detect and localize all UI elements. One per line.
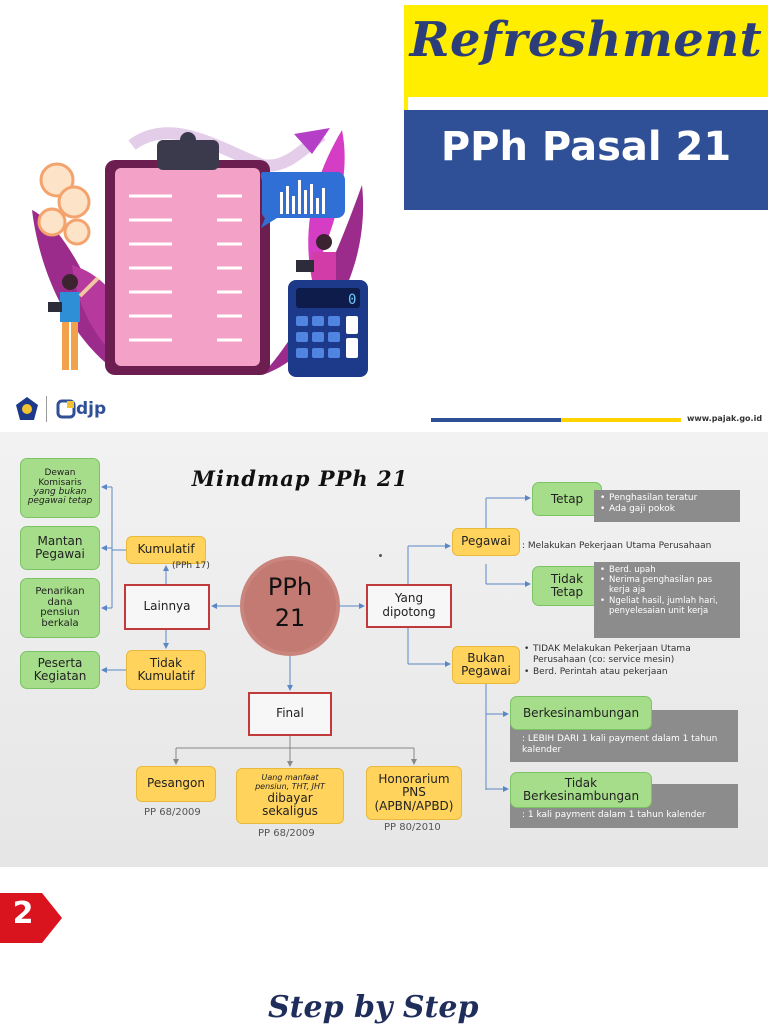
node-yang-dipotong: Yang dipotong <box>366 584 452 628</box>
footer-line-accent <box>561 418 681 422</box>
footer-line <box>431 418 561 422</box>
tidak-tetap-item: • Berd. upah <box>600 565 734 575</box>
node-dewan-line2: Komisaris <box>38 477 82 488</box>
mindmap-heading: Mindmap PPh 21 <box>191 466 409 491</box>
svg-text:0: 0 <box>348 292 357 308</box>
kemenkeu-logo-icon <box>14 396 40 422</box>
tetap-item: • Ada gaji pokok <box>600 504 734 515</box>
footer-url: www.pajak.go.id <box>687 414 763 423</box>
tidak-tetap-item: • Nerima penghasilan pas kerja aja <box>600 575 734 595</box>
node-penarikan-dana: Penarikan dana pensiun berkala <box>20 578 100 638</box>
berkesinambungan-details: : LEBIH DARI 1 kali payment dalam 1 tahun kalender <box>510 710 738 762</box>
node-dewan-line3: yang bukan <box>33 487 87 497</box>
slide-title-refreshment: Refreshment <box>409 12 763 68</box>
node-mantan-pegawai: Mantan Pegawai <box>20 526 100 570</box>
note-pegawai: : Melakukan Pekerjaan Utama Perusahaan <box>522 541 712 551</box>
slide-subtitle: PPh Pasal 21 <box>440 124 732 170</box>
logo-divider <box>46 396 47 422</box>
djp-logo-text: djp <box>76 399 107 419</box>
node-berkesinambungan: Berkesinambungan <box>510 696 652 730</box>
uang-manfaat-desc: Uang manfaat pensiun, THT, JHT <box>255 773 325 791</box>
tidak-tetap-item: • Ngeliat hasil, jumlah hari, penyelesaian unit kerja <box>600 596 734 616</box>
tetap-details <box>594 490 740 522</box>
uang-manfaat-regulation: PP 68/2009 <box>258 828 315 839</box>
center-node-pph21: PPh 21 <box>267 573 313 633</box>
note-pph17: (PPh 17) <box>172 561 210 571</box>
node-honorarium: Honorarium PNS (APBN/APBD) <box>366 766 462 820</box>
pesangon-regulation: PP 68/2009 <box>144 807 201 818</box>
coin-icon <box>59 187 89 217</box>
step-by-step-title: Step by Step <box>268 990 479 1025</box>
coin-icon <box>65 220 89 244</box>
bukan-pegawai-details <box>524 644 744 678</box>
decorative-dot <box>379 554 382 557</box>
node-tidak-kumulatif: Tidak Kumulatif <box>126 650 206 690</box>
title-slide <box>0 0 768 432</box>
node-dewan-line4: pegawai tetap <box>27 496 93 507</box>
node-tetap: Tetap <box>532 482 602 516</box>
node-tidak-berkesinambungan: Tidak Berkesinambungan <box>510 772 652 808</box>
node-peserta-kegiatan: Peserta Kegiatan <box>20 651 100 689</box>
slide-number: 2 <box>12 896 34 931</box>
bukan-pegawai-item: • TIDAK Melakukan Pekerjaan Utama Perusahaan (co: service mesin) <box>524 644 744 667</box>
accounting-illustration <box>12 110 402 385</box>
node-bukan-pegawai: Bukan Pegawai <box>452 646 520 684</box>
node-uang-manfaat <box>236 768 344 824</box>
node-kumulatif: Kumulatif <box>126 536 206 564</box>
node-dewan-line1: Dewan <box>44 468 76 479</box>
uang-manfaat-paid: dibayar sekaligus <box>262 790 318 818</box>
node-lainnya: Lainnya <box>124 584 210 630</box>
node-final: Final <box>248 692 332 736</box>
tetap-item: • Penghasilan teratur <box>600 493 734 504</box>
person-icon <box>62 274 78 290</box>
coin-icon <box>39 209 65 235</box>
node-pesangon: Pesangon <box>136 766 216 802</box>
tidak-tetap-details <box>594 562 740 638</box>
node-pegawai: Pegawai <box>452 528 520 556</box>
node-tidak-tetap: Tidak Tetap <box>532 566 602 606</box>
bukan-pegawai-item: • Berd. Perintah atau pekerjaan <box>524 667 744 678</box>
honorarium-regulation: PP 80/2010 <box>384 822 441 833</box>
node-dewan-komisaris <box>20 458 100 518</box>
person-icon <box>316 234 332 250</box>
tidak-berkesinambungan-details: : 1 kali payment dalam 1 tahun kalender <box>510 784 738 828</box>
mindmap-slide <box>0 432 768 867</box>
